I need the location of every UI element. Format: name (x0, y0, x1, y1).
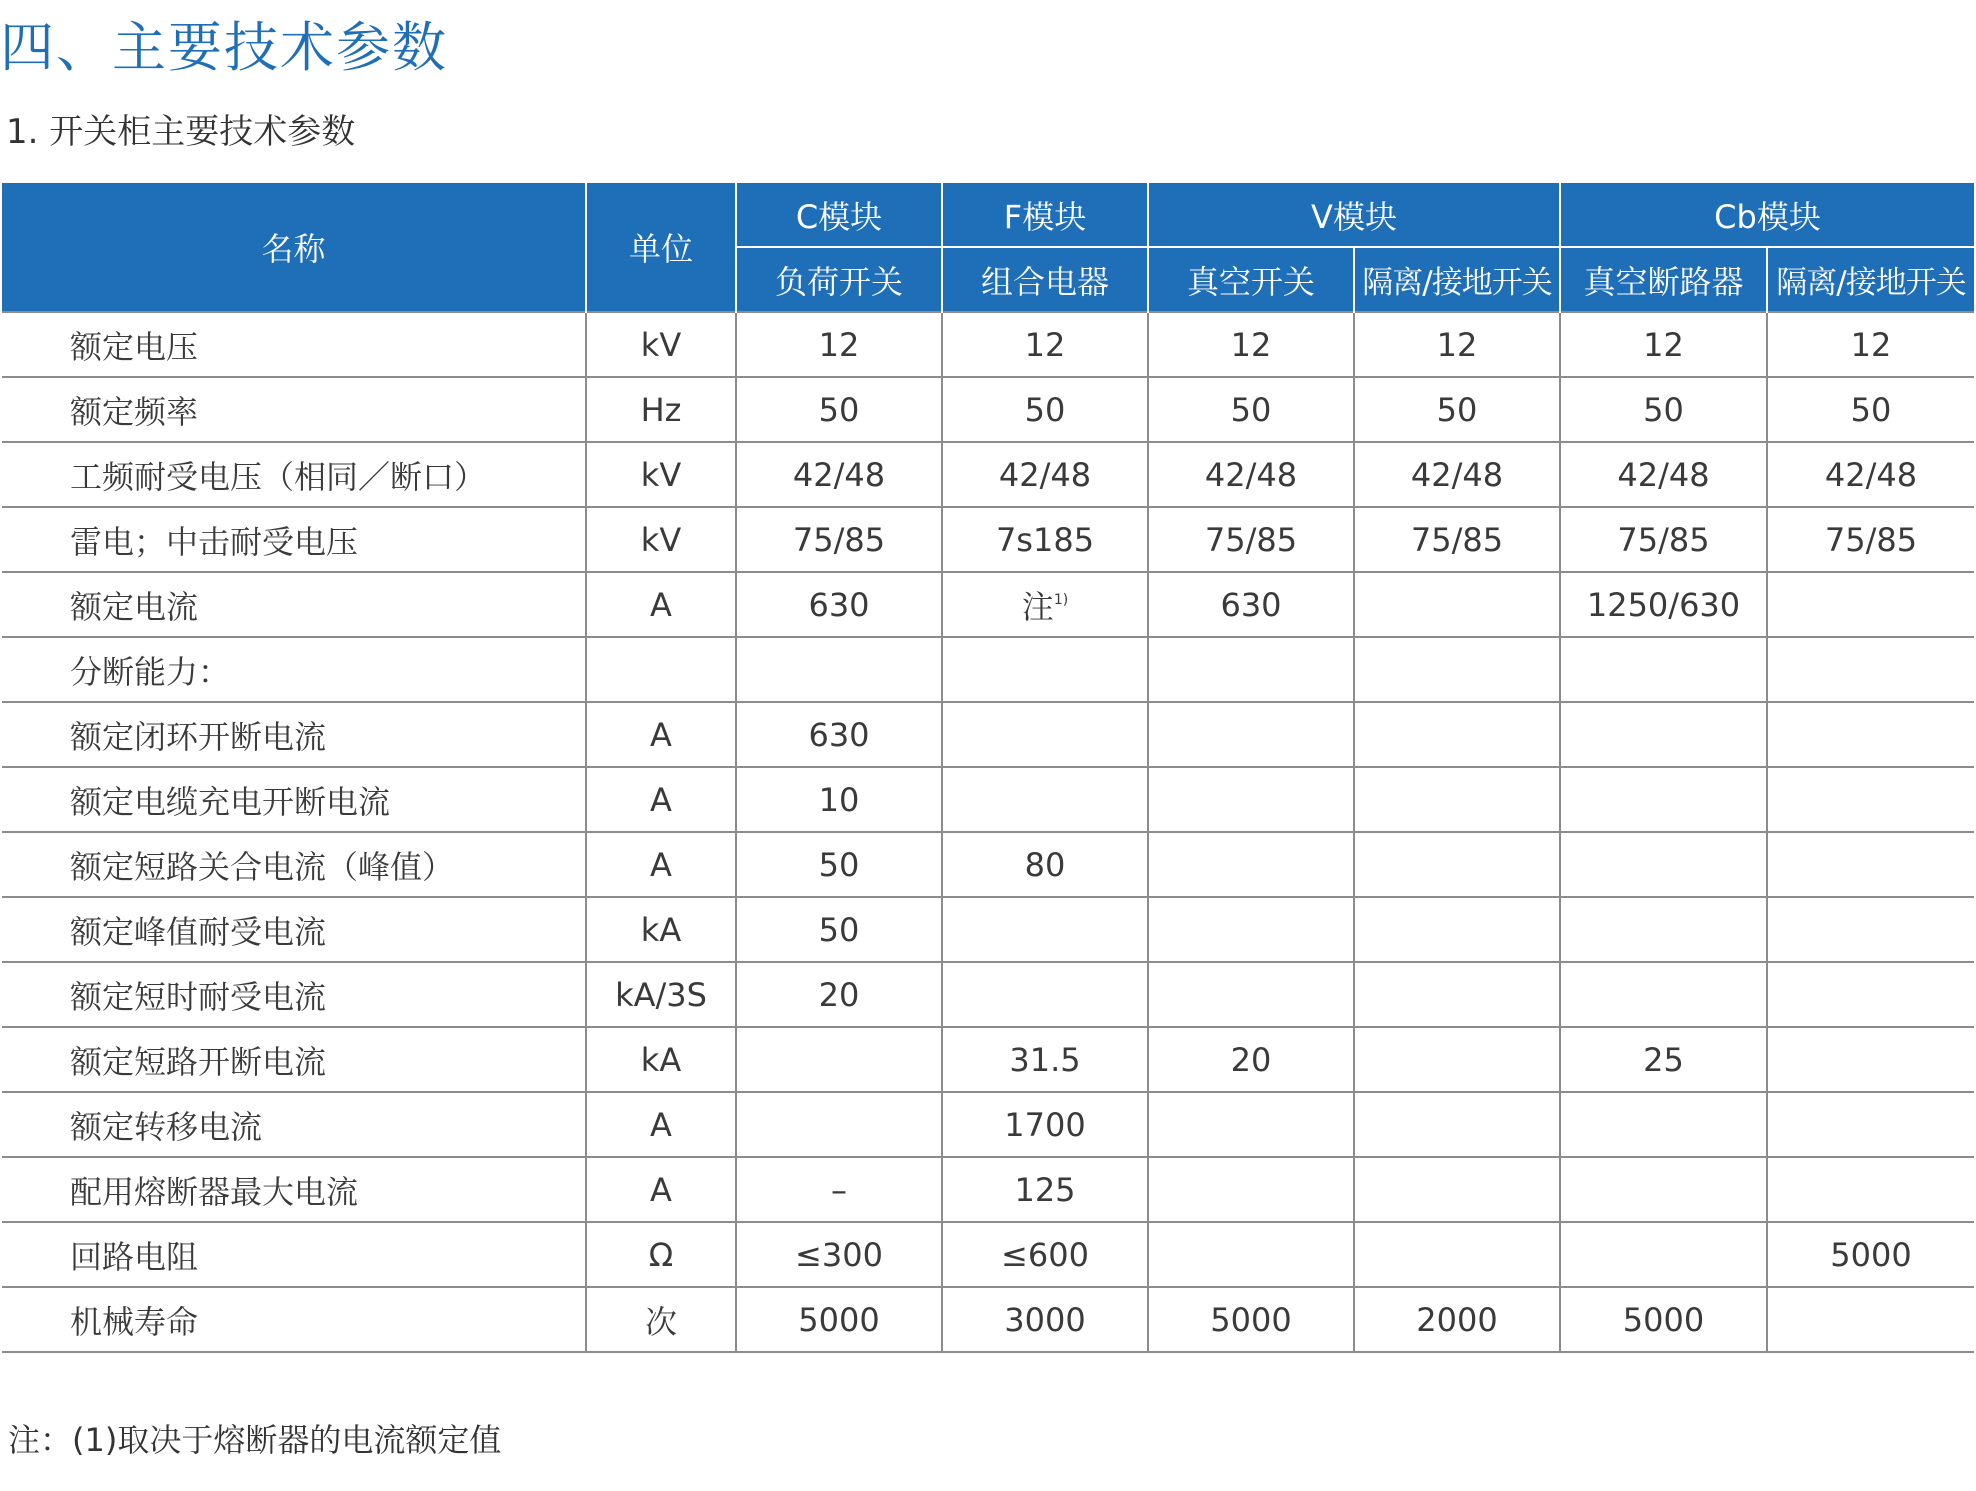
param-value: 42/48 (1560, 442, 1767, 507)
param-value (1560, 1092, 1767, 1157)
param-value: 12 (942, 312, 1148, 377)
param-name: 额定闭环开断电流 (2, 702, 586, 767)
param-value: 75/85 (1148, 507, 1354, 572)
param-unit: A (586, 832, 736, 897)
param-value: 20 (1148, 1027, 1354, 1092)
param-value (942, 767, 1148, 832)
param-value: 7s185 (942, 507, 1148, 572)
param-value: 50 (1767, 377, 1974, 442)
param-value: 42/48 (942, 442, 1148, 507)
param-value (1560, 897, 1767, 962)
table-row (2, 507, 1974, 572)
header-sub-vacuum-breaker: 真空断路器 (1560, 247, 1767, 312)
footnote: 注：(1)取决于熔断器的电流额定值 (8, 1421, 502, 1459)
param-value (736, 637, 942, 702)
table-row (2, 377, 1974, 442)
param-unit: A (586, 702, 736, 767)
param-value: 12 (736, 312, 942, 377)
param-unit: A (586, 1157, 736, 1222)
param-value: 31.5 (942, 1027, 1148, 1092)
param-value: 50 (942, 377, 1148, 442)
param-unit: kV (586, 442, 736, 507)
param-value: 12 (1560, 312, 1767, 377)
table-row (2, 637, 1974, 702)
param-value: 5000 (1767, 1222, 1974, 1287)
param-value (1148, 702, 1354, 767)
param-value (1560, 1222, 1767, 1287)
param-value (1354, 962, 1560, 1027)
param-value: 75/85 (1354, 507, 1560, 572)
param-name: 额定电压 (2, 312, 586, 377)
param-name: 分断能力： (2, 637, 586, 702)
param-unit: kV (586, 312, 736, 377)
header-sub-load-switch: 负荷开关 (736, 247, 942, 312)
param-value (1148, 1157, 1354, 1222)
param-value: 5000 (736, 1287, 942, 1352)
param-value (1767, 767, 1974, 832)
param-value (1767, 1287, 1974, 1352)
param-value (736, 1092, 942, 1157)
param-value: 5000 (1560, 1287, 1767, 1352)
param-value (1148, 767, 1354, 832)
param-value: 50 (1560, 377, 1767, 442)
table-row (2, 572, 1974, 637)
param-name: 额定电缆充电开断电流 (2, 767, 586, 832)
param-value: 50 (1354, 377, 1560, 442)
param-value: 10 (736, 767, 942, 832)
param-name: 额定短路开断电流 (2, 1027, 586, 1092)
param-value: 25 (1560, 1027, 1767, 1092)
param-unit: kA (586, 897, 736, 962)
param-value (1560, 1157, 1767, 1222)
param-value (1354, 1157, 1560, 1222)
page-title: 四、主要技术参数 (0, 16, 448, 79)
header-sub-isolation-earthing: 隔离/接地开关 (1354, 247, 1560, 312)
param-name: 额定转移电流 (2, 1092, 586, 1157)
param-value: 42/48 (736, 442, 942, 507)
param-value: 630 (736, 572, 942, 637)
param-value (1354, 1092, 1560, 1157)
table-row (2, 442, 1974, 507)
param-value: 20 (736, 962, 942, 1027)
param-value (1767, 1027, 1974, 1092)
param-value: 3000 (942, 1287, 1148, 1352)
param-value: 42/48 (1767, 442, 1974, 507)
param-value (1354, 897, 1560, 962)
param-value (1560, 767, 1767, 832)
table-row (2, 767, 1974, 832)
param-value (942, 637, 1148, 702)
param-name: 机械寿命 (2, 1287, 586, 1352)
table-row (2, 1222, 1974, 1287)
param-value (1767, 1092, 1974, 1157)
param-value (1767, 1157, 1974, 1222)
param-name: 额定短路关合电流（峰值） (2, 832, 586, 897)
param-value (942, 962, 1148, 1027)
header-group-f: F模块 (942, 183, 1148, 247)
param-unit: Ω (586, 1222, 736, 1287)
param-value: 42/48 (1354, 442, 1560, 507)
param-value (1148, 832, 1354, 897)
param-value: 50 (736, 832, 942, 897)
param-value (1354, 702, 1560, 767)
param-value (1354, 767, 1560, 832)
parameters-table (2, 183, 1974, 1353)
table-row (2, 1092, 1974, 1157)
param-value: 5000 (1148, 1287, 1354, 1352)
param-name: 额定电流 (2, 572, 586, 637)
param-value (1767, 702, 1974, 767)
header-sub-combination: 组合电器 (942, 247, 1148, 312)
param-value (1148, 962, 1354, 1027)
param-value (1354, 1222, 1560, 1287)
table-row (2, 1157, 1974, 1222)
param-value: 80 (942, 832, 1148, 897)
param-unit: kV (586, 507, 736, 572)
param-value (1767, 962, 1974, 1027)
param-value (1148, 637, 1354, 702)
param-value (942, 702, 1148, 767)
param-value (1148, 897, 1354, 962)
param-value: 12 (1767, 312, 1974, 377)
param-unit: Hz (586, 377, 736, 442)
param-value (1767, 637, 1974, 702)
param-unit (586, 637, 736, 702)
param-value (1148, 1222, 1354, 1287)
param-value (1560, 832, 1767, 897)
param-value: ≤300 (736, 1222, 942, 1287)
table-row (2, 962, 1974, 1027)
header-group-cb: Cb模块 (1560, 183, 1974, 247)
param-value (1354, 572, 1560, 637)
param-name: 配用熔断器最大电流 (2, 1157, 586, 1222)
footnote-marker: 1) (1053, 591, 1069, 608)
table-row (2, 832, 1974, 897)
section-subtitle: 1. 开关柜主要技术参数 (6, 112, 356, 152)
param-value: 50 (1148, 377, 1354, 442)
param-value: ≤600 (942, 1222, 1148, 1287)
header-name: 名称 (2, 183, 586, 312)
param-value (1354, 637, 1560, 702)
param-value (1767, 572, 1974, 637)
param-name: 工频耐受电压（相同／断口） (2, 442, 586, 507)
param-value (1354, 832, 1560, 897)
param-value: 75/85 (736, 507, 942, 572)
param-value (1560, 637, 1767, 702)
param-unit: kA/3S (586, 962, 736, 1027)
param-value (942, 897, 1148, 962)
table-row (2, 1027, 1974, 1092)
header-group-v: V模块 (1148, 183, 1560, 247)
param-value: 125 (942, 1157, 1148, 1222)
param-value (736, 1027, 942, 1092)
param-value: 2000 (1354, 1287, 1560, 1352)
param-value (1560, 702, 1767, 767)
param-name: 额定峰值耐受电流 (2, 897, 586, 962)
param-value: – (736, 1157, 942, 1222)
param-unit: A (586, 767, 736, 832)
param-unit: kA (586, 1027, 736, 1092)
param-value (1560, 962, 1767, 1027)
param-value: 50 (736, 897, 942, 962)
table-row (2, 897, 1974, 962)
param-name: 额定频率 (2, 377, 586, 442)
param-value: 75/85 (1560, 507, 1767, 572)
header-unit: 单位 (586, 183, 736, 312)
param-value: 12 (1148, 312, 1354, 377)
param-name: 雷电；中击耐受电压 (2, 507, 586, 572)
table-row (2, 702, 1974, 767)
param-value: 12 (1354, 312, 1560, 377)
param-value: 50 (736, 377, 942, 442)
param-value: 75/85 (1767, 507, 1974, 572)
param-value (1767, 897, 1974, 962)
param-unit: 次 (586, 1287, 736, 1352)
footnote-ref: 注 (1021, 587, 1054, 626)
param-unit: A (586, 572, 736, 637)
param-value: 1700 (942, 1092, 1148, 1157)
param-value: 630 (736, 702, 942, 767)
header-group-c: C模块 (736, 183, 942, 247)
param-value (1148, 1092, 1354, 1157)
header-sub-isolation-earthing: 隔离/接地开关 (1767, 247, 1974, 312)
table-row (2, 312, 1974, 377)
param-value: 42/48 (1148, 442, 1354, 507)
param-name: 额定短时耐受电流 (2, 962, 586, 1027)
param-value: 1250/630 (1560, 572, 1767, 637)
header-sub-vacuum-switch: 真空开关 (1148, 247, 1354, 312)
param-value: 630 (1148, 572, 1354, 637)
param-value (1767, 832, 1974, 897)
table-row (2, 1287, 1974, 1352)
param-name: 回路电阻 (2, 1222, 586, 1287)
param-unit: A (586, 1092, 736, 1157)
param-value (942, 572, 1148, 637)
param-value (1354, 1027, 1560, 1092)
